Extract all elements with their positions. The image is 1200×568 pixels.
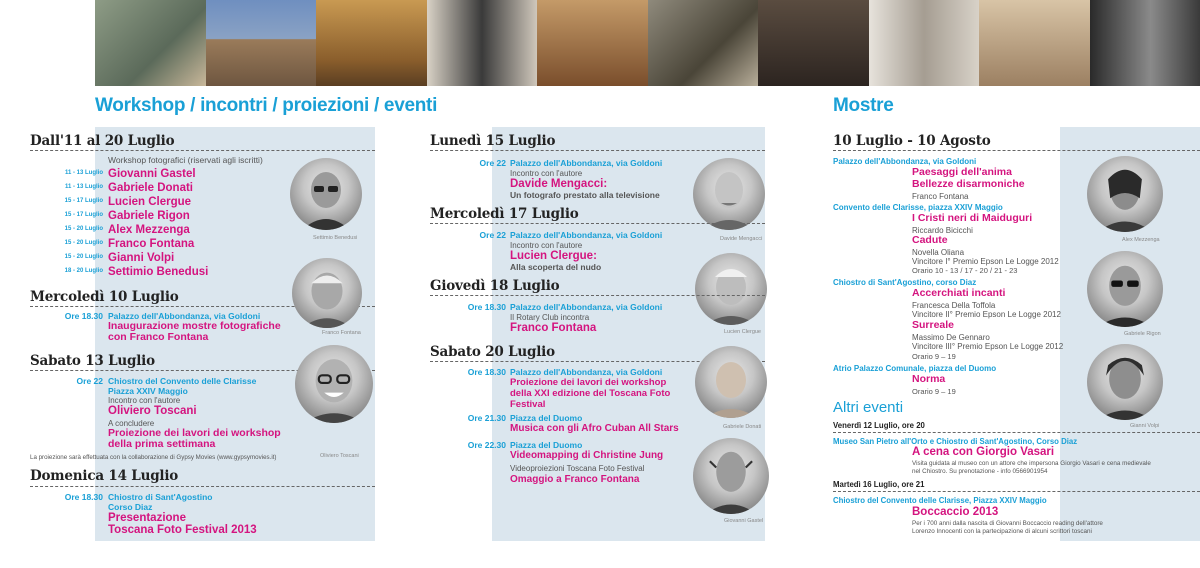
portrait-caption: Giovanni Gastel bbox=[724, 518, 764, 524]
event-place: Chiostro di Sant'Agostino bbox=[108, 492, 213, 502]
portrait-alex-mezzenga bbox=[1087, 156, 1163, 232]
photo-fashion-woman bbox=[427, 0, 538, 86]
venue-name: Convento delle Clarisse, piazza XXIV Maggio bbox=[833, 203, 1003, 212]
divider bbox=[430, 150, 765, 151]
workshop-days: 15 - 17 Luglio bbox=[64, 212, 103, 218]
portrait-gianni-volpi bbox=[1087, 344, 1163, 420]
exhibition-title: Surreale bbox=[912, 319, 955, 331]
exhibition-title: I Cristi neri di Maiduguri bbox=[912, 212, 1033, 224]
portrait-caption: Gabriele Rigon bbox=[1124, 331, 1161, 337]
event-description: Lorenzo Innocenti con la partecipazione di alcuni scrittori toscani bbox=[912, 528, 1092, 535]
workshop-days: 15 - 20 Luglio bbox=[64, 226, 103, 232]
event-time: Ore 18.30 bbox=[64, 492, 103, 502]
date-heading: Lunedì 15 Luglio bbox=[430, 133, 556, 149]
divider bbox=[30, 486, 375, 487]
event-place: Corso Diaz bbox=[108, 502, 153, 512]
event-time: Ore 22.30 bbox=[467, 440, 506, 450]
photo-city-towers bbox=[206, 0, 317, 86]
exhibition-title: Cadute bbox=[912, 234, 948, 246]
event-title: Presentazione bbox=[108, 512, 186, 524]
portrait-gabriele-donati bbox=[695, 346, 767, 418]
portrait-settimio-benedusi bbox=[290, 158, 362, 230]
divider bbox=[833, 491, 1200, 492]
date-heading: Mercoledì 17 Luglio bbox=[430, 206, 579, 222]
workshop-days: 15 - 20 Luglio bbox=[64, 240, 103, 246]
exhibition-award: Vincitore II° Premio Epson Le Logge 2012 bbox=[912, 310, 1061, 319]
workshop-days: 11 - 13 Luglio bbox=[64, 184, 103, 190]
event-title: Videomapping di Christine Jung bbox=[510, 450, 664, 461]
portrait-franco-fontana bbox=[292, 258, 362, 328]
event-time: Ore 22 bbox=[479, 230, 506, 240]
photo-viewing-prints bbox=[869, 0, 980, 86]
portrait-oliviero-toscani bbox=[295, 345, 373, 423]
event-place: Palazzo dell'Abbondanza, via Goldoni bbox=[108, 311, 261, 321]
divider bbox=[430, 223, 765, 224]
date-heading: Dall'11 al 20 Luglio bbox=[30, 133, 175, 149]
exhibition-author: Francesca Della Toffola bbox=[912, 301, 996, 310]
portrait-giovanni-gastel bbox=[693, 438, 769, 514]
event-date: Venerdì 12 Luglio, ore 20 bbox=[833, 421, 925, 430]
event-title: Proiezione dei lavori dei workshop bbox=[510, 377, 667, 388]
workshop-days: 11 - 13 Luglio bbox=[64, 170, 103, 176]
workshop-subtitle: Workshop fotografici (riservati agli iscritti) bbox=[108, 155, 263, 165]
venue-name: Chiostro del Convento delle Clarisse, Piazza XXIV Maggio bbox=[833, 496, 1047, 505]
event-place: Palazzo dell'Abbondanza, via Goldoni bbox=[510, 367, 663, 377]
event-intro: A concludere bbox=[108, 419, 155, 428]
exhibition-author: Massimo De Gennaro bbox=[912, 333, 990, 342]
workshop-name: Lucien Clergue bbox=[108, 196, 192, 208]
event-place: Piazza del Duomo bbox=[510, 440, 583, 450]
photo-strip bbox=[95, 0, 1200, 86]
portrait-caption: Settimio Benedusi bbox=[313, 235, 358, 241]
portrait-caption: Gianni Volpi bbox=[1130, 423, 1160, 429]
event-subtitle: Un fotografo prestato alla televisione bbox=[510, 190, 660, 200]
divider bbox=[833, 432, 1200, 433]
event-title: A cena con Giorgio Vasari bbox=[912, 446, 1055, 458]
altri-eventi-heading: Altri eventi bbox=[833, 399, 904, 416]
workshop-name: Franco Fontana bbox=[108, 238, 195, 250]
venue-name: Museo San Pietro all'Orto e Chiostro di Sant'Agostino, Corso Diaz bbox=[833, 437, 1078, 446]
workshop-name: Settimio Benedusi bbox=[108, 266, 209, 278]
exhibition-hours: Orario 10 - 13 / 17 - 20 / 21 - 23 bbox=[912, 266, 1018, 275]
section-heading-mostre: Mostre bbox=[833, 95, 894, 116]
event-intro: Il Rotary Club incontra bbox=[510, 313, 590, 322]
event-title: Lucien Clergue: bbox=[510, 250, 597, 262]
workshop-days: 18 - 20 Luglio bbox=[64, 268, 103, 274]
photo-crowd bbox=[758, 0, 869, 86]
portrait-caption: Oliviero Toscani bbox=[320, 453, 359, 459]
exhibition-title: Paesaggi dell'anima bbox=[912, 166, 1012, 178]
exhibition-author: Riccardo Bicicchi bbox=[912, 226, 973, 235]
photo-woman-portrait bbox=[1090, 0, 1200, 86]
event-intro: Incontro con l'autore bbox=[510, 241, 583, 250]
exhibition-author: Franco Fontana bbox=[912, 192, 969, 201]
venue-name: Atrio Palazzo Comunale, piazza del Duomo bbox=[833, 364, 997, 373]
event-title: Boccaccio 2013 bbox=[912, 506, 999, 518]
event-place: Chiostro del Convento delle Clarisse bbox=[108, 376, 257, 386]
portrait-caption: Gabriele Donati bbox=[723, 424, 762, 430]
event-place: Piazza del Duomo bbox=[510, 413, 583, 423]
exhibition-award: Vincitore I° Premio Epson Le Logge 2012 bbox=[912, 257, 1059, 266]
event-title: Inaugurazione mostre fotografiche bbox=[108, 320, 281, 332]
portrait-gabriele-rigon bbox=[1087, 251, 1163, 327]
event-time: Ore 18.30 bbox=[64, 311, 103, 321]
exhibition-hours: Orario 9 – 19 bbox=[912, 387, 956, 396]
event-place: Piazza XXIV Maggio bbox=[108, 386, 188, 396]
workshop-days: 15 - 17 Luglio bbox=[64, 198, 103, 204]
photo-gallery-room bbox=[979, 0, 1090, 86]
workshop-name: Gabriele Rigon bbox=[108, 210, 190, 222]
event-intro: Incontro con l'autore bbox=[108, 396, 181, 405]
exhibition-title: Accerchiati incanti bbox=[912, 287, 1006, 299]
event-title: della prima settimana bbox=[108, 438, 216, 450]
venue-name: Palazzo dell'Abbondanza, via Goldoni bbox=[833, 157, 977, 166]
event-title: Franco Fontana bbox=[510, 322, 597, 334]
photo-exhibition bbox=[95, 0, 206, 86]
event-intro: Videoproiezioni Toscana Foto Festival bbox=[510, 464, 645, 473]
event-description: Per i 700 anni dalla nascita di Giovanni Boccaccio reading dell'attore bbox=[912, 520, 1103, 527]
event-description: nel Chiostro. Su prenotazione - info 0566901954 bbox=[912, 468, 1048, 475]
event-place: Palazzo dell'Abbondanza, via Goldoni bbox=[510, 302, 663, 312]
photo-portfolio-review bbox=[648, 0, 759, 86]
event-title: della XXI edizione del Toscana Foto bbox=[510, 388, 671, 399]
divider bbox=[430, 295, 765, 296]
event-time: Ore 18.30 bbox=[467, 367, 506, 377]
date-heading: Sabato 20 Luglio bbox=[430, 344, 555, 360]
divider bbox=[30, 150, 375, 151]
workshop-name: Alex Mezzenga bbox=[108, 224, 190, 236]
exhibition-author: Novella Oliana bbox=[912, 248, 965, 257]
event-place: Palazzo dell'Abbondanza, via Goldoni bbox=[510, 230, 663, 240]
portrait-caption: Davide Mengacci bbox=[720, 236, 763, 242]
workshop-days: 15 - 20 Luglio bbox=[64, 254, 103, 260]
event-place: Palazzo dell'Abbondanza, via Goldoni bbox=[510, 158, 663, 168]
event-time: Ore 22 bbox=[479, 158, 506, 168]
date-heading: 10 Luglio - 10 Agosto bbox=[833, 133, 991, 149]
event-time: Ore 21.30 bbox=[467, 413, 506, 423]
portrait-caption: Alex Mezzenga bbox=[1122, 237, 1160, 243]
event-title: con Franco Fontana bbox=[108, 331, 209, 343]
date-heading: Domenica 14 Luglio bbox=[30, 468, 179, 484]
event-title: Davide Mengacci: bbox=[510, 178, 608, 190]
portrait-lucien-clergue bbox=[695, 253, 767, 325]
event-description: Visita guidata al museo con un attore che impersona Giorgio Vasari e cena medievale bbox=[912, 460, 1151, 467]
event-date: Martedì 16 Luglio, ore 21 bbox=[833, 480, 925, 489]
exhibition-title: Norma bbox=[912, 373, 946, 385]
venue-name: Chiostro di Sant'Agostino, corso Diaz bbox=[833, 278, 977, 287]
date-heading: Mercoledì 10 Luglio bbox=[30, 289, 179, 305]
divider bbox=[833, 150, 1200, 151]
photo-lecture-hall bbox=[537, 0, 648, 86]
exhibition-award: Vincitore III° Premio Epson Le Logge 2012 bbox=[912, 342, 1064, 351]
exhibition-hours: Orario 9 – 19 bbox=[912, 352, 956, 361]
event-title: Toscana Foto Festival 2013 bbox=[108, 524, 257, 536]
workshop-name: Gianni Volpi bbox=[108, 252, 175, 264]
exhibition-title: Bellezze disarmoniche bbox=[912, 178, 1025, 190]
event-time: Ore 22 bbox=[76, 376, 103, 386]
event-subtitle: Alla scoperta del nudo bbox=[510, 262, 602, 272]
event-title: Festival bbox=[510, 399, 546, 410]
portrait-davide-mengacci bbox=[693, 158, 765, 230]
event-title: Musica con gli Afro Cuban All Stars bbox=[510, 423, 679, 434]
event-title: Oliviero Toscani bbox=[108, 405, 197, 417]
date-heading: Giovedì 18 Luglio bbox=[430, 278, 560, 294]
section-heading-workshop: Workshop / incontri / proiezioni / eventi bbox=[95, 95, 438, 116]
event-intro: Incontro con l'autore bbox=[510, 169, 583, 178]
workshop-name: Giovanni Gastel bbox=[108, 168, 196, 180]
event-title: Proiezione dei lavori dei workshop bbox=[108, 427, 281, 439]
portrait-caption: Lucien Clergue bbox=[724, 329, 761, 335]
photo-conference-hall bbox=[316, 0, 427, 86]
event-time: Ore 18.30 bbox=[467, 302, 506, 312]
portrait-caption: Franco Fontana bbox=[322, 330, 361, 336]
collaboration-note: La proiezione sarà effettuata con la collaborazione di Gypsy Movies (www.gypsymovies.it) bbox=[30, 454, 277, 461]
date-heading: Sabato 13 Luglio bbox=[30, 353, 155, 369]
event-title: Omaggio a Franco Fontana bbox=[510, 474, 640, 485]
workshop-name: Gabriele Donati bbox=[108, 182, 193, 194]
